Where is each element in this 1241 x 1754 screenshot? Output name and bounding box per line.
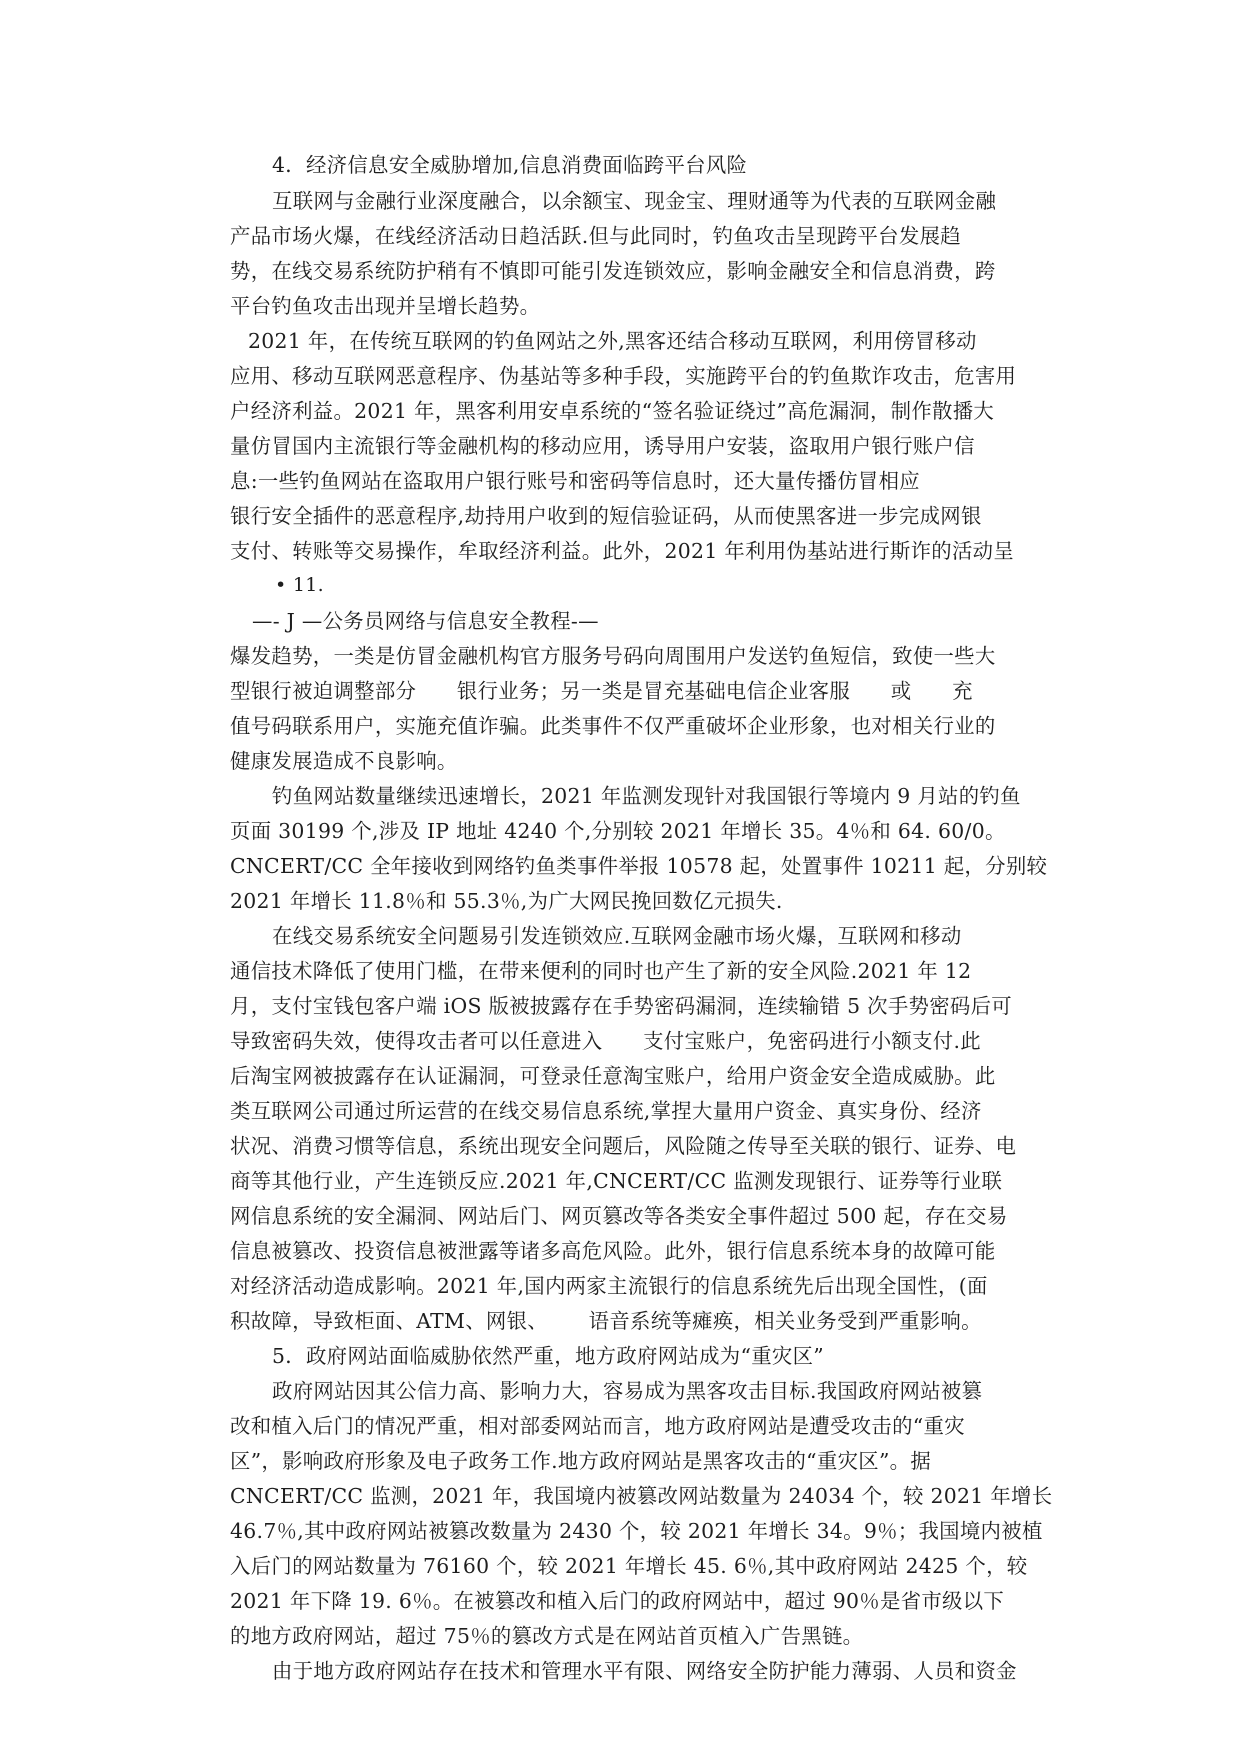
section-5-heading: 5．政府网站面临威胁依然严重，地方政府网站成为“重灾区” (272, 1344, 824, 1368)
paragraph-line: 的地方政府网站，超过 75％的篡改方式是在网站首页植入广告黑链。 (230, 1624, 864, 1648)
paragraph-line: 入后门的网站数量为 76160 个，较 2021 年增长 45. 6％,其中政府网站 2425 个，较 (230, 1554, 1028, 1578)
paragraph-line: 量仿冒国内主流银行等金融机构的移动应用，诱导用户安装，盗取用户银行账户信 (230, 434, 975, 458)
paragraph-line: 户经济利益。2021 年，黑客利用安卓系统的“签名验证绕过”高危漏洞，制作散播大 (230, 399, 995, 423)
paragraph-line: 型银行被迫调整部分 银行业务；另一类是冒充基础电信企业客服 或 充 (230, 679, 973, 703)
paragraph-line: 平台钓鱼攻击出现并呈增长趋势。 (230, 294, 541, 318)
paragraph-line: 状况、消费习惯等信息，系统出现安全问题后，风险随之传导至关联的银行、证券、电 (230, 1134, 1017, 1158)
paragraph-line: 网信息系统的安全漏洞、网站后门、网页篡改等各类安全事件超过 500 起，存在交易 (230, 1204, 1008, 1228)
page-number: • 11. (275, 574, 324, 596)
paragraph-line: 积故障，导致柜面、ATM、网银、 语音系统等瘫痪，相关业务受到严重影响。 (230, 1309, 982, 1333)
paragraph-line: 页面 30199 个,涉及 IP 地址 4240 个,分别较 2021 年增长 35。4％和 64. 60/0。 (230, 819, 1006, 843)
paragraph-line: 在线交易系统安全问题易引发连锁效应.互联网金融市场火爆，互联网和移动 (272, 924, 962, 948)
running-header: —- J —公务员网络与信息安全教程-— (252, 609, 599, 633)
paragraph-line: 银行安全插件的恶意程序,劫持用户收到的短信验证码，从而使黑客进一步完成网银 (230, 504, 982, 528)
paragraph-line: 爆发趋势，一类是仿冒金融机构官方服务号码向周围用户发送钓鱼短信，致使一些大 (230, 644, 996, 668)
paragraph-line: 应用、移动互联网恶意程序、伪基站等多种手段，实施跨平台的钓鱼欺诈攻击，危害用 (230, 364, 1017, 388)
paragraph-line: CNCERT/CC 监测，2021 年，我国境内被篡改网站数量为 24034 个，较 2021 年增长 (230, 1484, 1053, 1508)
paragraph-line: 支付、转账等交易操作，牟取经济利益。此外，2021 年利用伪基站进行斯诈的活动呈 (230, 539, 1015, 563)
paragraph-line: 后淘宝网被披露存在认证漏洞，可登录任意淘宝账户，给用户资金安全造成威胁。此 (230, 1064, 996, 1088)
paragraph-line: 导致密码失效，使得攻击者可以任意进入 支付宝账户，免密码进行小额支付.此 (230, 1029, 981, 1053)
paragraph-line: 区”，影响政府形象及电子政务工作.地方政府网站是黑客攻击的“重灾区”。据 (230, 1449, 932, 1473)
paragraph-line: 息:一些钓鱼网站在盗取用户银行账号和密码等信息时，还大量传播仿冒相应 (230, 469, 920, 493)
paragraph-line: 政府网站因其公信力高、影响力大，容易成为黑客攻击目标.我国政府网站被篡 (272, 1379, 983, 1403)
paragraph-line: 互联网与金融行业深度融合，以余额宝、现金宝、理财通等为代表的互联网金融 (272, 189, 997, 213)
paragraph-line: CNCERT/CC 全年接收到网络钓鱼类事件举报 10578 起，处置事件 10211 起，分别较 (230, 854, 1048, 878)
paragraph-line: 46.7％,其中政府网站被篡改数量为 2430 个，较 2021 年增长 34。9％；我国境内被植 (230, 1519, 1043, 1543)
paragraph-line: 钓鱼网站数量继续迅速增长，2021 年监测发现针对我国银行等境内 9 月站的钓鱼 (272, 784, 1021, 808)
paragraph-line: 月，支付宝钱包客户端 iOS 版被披露存在手势密码漏洞，连续输错 5 次手势密码后可 (230, 994, 1012, 1018)
paragraph-line: 信息被篡改、投资信息被泄露等诸多高危风险。此外，银行信息系统本身的故障可能 (230, 1239, 996, 1263)
paragraph-line: 2021 年增长 11.8％和 55.3％,为广大网民挽回数亿元损失. (230, 889, 783, 913)
paragraph-line: 由于地方政府网站存在技术和管理水平有限、网络安全防护能力薄弱、人员和资金 (272, 1659, 1017, 1683)
paragraph-line: 通信技术降低了使用门槛，在带来便利的同时也产生了新的安全风险.2021 年 12 (230, 959, 972, 983)
paragraph-line: 商等其他行业，产生连锁反应.2021 年,CNCERT/CC 监测发现银行、证券等行业联 (230, 1169, 1003, 1193)
paragraph-line: 势，在线交易系统防护稍有不慎即可能引发连锁效应，影响金融安全和信息消费，跨 (230, 259, 996, 283)
paragraph-line: 对经济活动造成影响。2021 年,国内两家主流银行的信息系统先后出现全国性，(面 (230, 1274, 988, 1298)
paragraph-line: 2021 年，在传统互联网的钓鱼网站之外,黑客还结合移动互联网，利用傍冒移动 (248, 329, 977, 353)
section-4-heading: 4．经济信息安全威胁增加,信息消费面临跨平台风险 (272, 153, 748, 177)
paragraph-line: 值号码联系用户，实施充值诈骗。此类事件不仅严重破坏企业形象，也对相关行业的 (230, 714, 996, 738)
paragraph-line: 类互联网公司通过所运营的在线交易信息系统,掌捏大量用户资金、真实身份、经济 (230, 1099, 982, 1123)
paragraph-line: 2021 年下降 19. 6％。在被篡改和植入后门的政府网站中，超过 90％是省市级以下 (230, 1589, 1005, 1613)
paragraph-line: 产品市场火爆，在线经济活动日趋活跃.但与此同时，钓鱼攻击呈现跨平台发展趋 (230, 224, 961, 248)
paragraph-line: 改和植入后门的情况严重，相对部委网站而言，地方政府网站是遭受攻击的“重灾 (230, 1414, 965, 1438)
paragraph-line: 健康发展造成不良影响。 (230, 749, 458, 773)
